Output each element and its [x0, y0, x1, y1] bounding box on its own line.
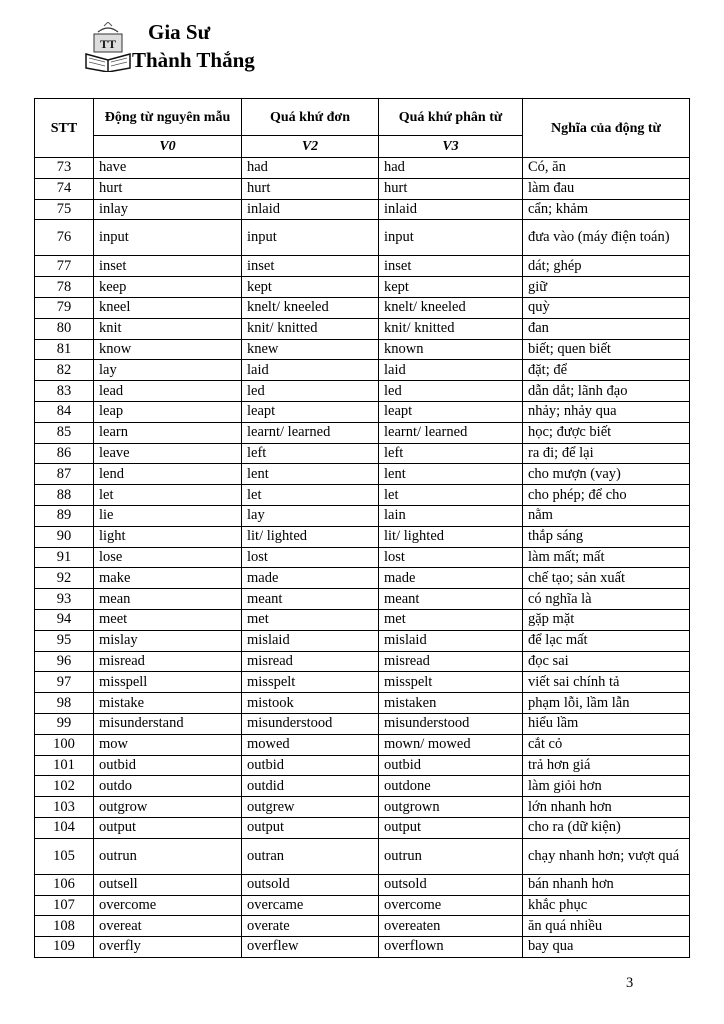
cell-v0: lay: [94, 360, 242, 381]
table-row: [35, 199, 690, 220]
table-row: [35, 672, 690, 693]
cell-v3: misread: [379, 651, 523, 672]
cell-v0: leave: [94, 443, 242, 464]
table-row: [35, 589, 690, 610]
cell-v3: overeaten: [379, 916, 523, 937]
table-row: [35, 916, 690, 937]
cell-meaning: chế tạo; sản xuất: [523, 568, 690, 589]
cell-stt: 106: [35, 874, 94, 895]
cell-v2: outbid: [242, 755, 379, 776]
cell-stt: 108: [35, 916, 94, 937]
table-row: [35, 630, 690, 651]
cell-stt: 97: [35, 672, 94, 693]
cell-v0: lend: [94, 464, 242, 485]
cell-stt: 88: [35, 485, 94, 506]
cell-v2: outgrew: [242, 797, 379, 818]
cell-meaning: bay qua: [523, 937, 690, 958]
cell-v3: mown/ mowed: [379, 734, 523, 755]
cell-v2: met: [242, 609, 379, 630]
cell-stt: 101: [35, 755, 94, 776]
cell-v3: inset: [379, 256, 523, 277]
cell-v3: hurt: [379, 178, 523, 199]
cell-meaning: quỳ: [523, 297, 690, 318]
cell-meaning: có nghĩa là: [523, 589, 690, 610]
table-body: [35, 158, 690, 958]
cell-stt: 86: [35, 443, 94, 464]
cell-v3: input: [379, 220, 523, 256]
table-row: [35, 381, 690, 402]
cell-v2: outran: [242, 838, 379, 874]
cell-stt: 104: [35, 817, 94, 838]
cell-stt: 105: [35, 838, 94, 874]
cell-v3: output: [379, 817, 523, 838]
page-number: 3: [626, 975, 634, 991]
cell-stt: 93: [35, 589, 94, 610]
cell-meaning: dẫn dắt; lãnh đạo: [523, 381, 690, 402]
cell-v0: meet: [94, 609, 242, 630]
cell-v0: misunderstand: [94, 713, 242, 734]
cell-v2: overcame: [242, 895, 379, 916]
table-row: [35, 256, 690, 277]
cell-stt: 95: [35, 630, 94, 651]
table-row: [35, 422, 690, 443]
cell-v3: left: [379, 443, 523, 464]
cell-v3: misunderstood: [379, 713, 523, 734]
cell-v0: outgrow: [94, 797, 242, 818]
cell-v2: leapt: [242, 401, 379, 422]
cell-v0: kneel: [94, 297, 242, 318]
cell-v2: laid: [242, 360, 379, 381]
cell-meaning: hiểu lầm: [523, 713, 690, 734]
cell-stt: 102: [35, 776, 94, 797]
table-row: [35, 318, 690, 339]
cell-v2: lay: [242, 505, 379, 526]
cell-meaning: phạm lỗi, lầm lẫn: [523, 693, 690, 714]
cell-meaning: học; được biết: [523, 422, 690, 443]
table-row: [35, 797, 690, 818]
table-row: [35, 178, 690, 199]
cell-v2: meant: [242, 589, 379, 610]
cell-stt: 87: [35, 464, 94, 485]
cell-v2: outsold: [242, 874, 379, 895]
cell-meaning: cho ra (dữ kiện): [523, 817, 690, 838]
cell-stt: 74: [35, 178, 94, 199]
cell-stt: 76: [35, 220, 94, 256]
cell-stt: 109: [35, 937, 94, 958]
cell-stt: 103: [35, 797, 94, 818]
table-row: [35, 838, 690, 874]
table-row: [35, 713, 690, 734]
cell-v2: lit/ lighted: [242, 526, 379, 547]
cell-v0: make: [94, 568, 242, 589]
cell-v2: misspelt: [242, 672, 379, 693]
header-stt: STT: [35, 99, 94, 158]
cell-v3: overcome: [379, 895, 523, 916]
cell-stt: 99: [35, 713, 94, 734]
table-row: [35, 895, 690, 916]
cell-v0: inlay: [94, 199, 242, 220]
cell-v3: knit/ knitted: [379, 318, 523, 339]
cell-stt: 73: [35, 158, 94, 179]
cell-meaning: giữ: [523, 277, 690, 298]
cell-v3: meant: [379, 589, 523, 610]
cell-v0: overeat: [94, 916, 242, 937]
cell-v3: met: [379, 609, 523, 630]
irregular-verbs-table: [34, 98, 690, 958]
table-row: [35, 776, 690, 797]
cell-v0: output: [94, 817, 242, 838]
cell-v0: mislay: [94, 630, 242, 651]
cell-v3: learnt/ learned: [379, 422, 523, 443]
table-row: [35, 734, 690, 755]
cell-v3: inlaid: [379, 199, 523, 220]
cell-v0: misread: [94, 651, 242, 672]
cell-v2: lent: [242, 464, 379, 485]
cell-v0: outdo: [94, 776, 242, 797]
book-logo-icon: [84, 22, 132, 72]
cell-meaning: đặt; để: [523, 360, 690, 381]
table-row: [35, 755, 690, 776]
brand-header: [84, 18, 304, 78]
cell-meaning: biết; quen biết: [523, 339, 690, 360]
cell-v3: mislaid: [379, 630, 523, 651]
header-v0: Động từ nguyên mẫu: [94, 99, 242, 136]
table-row: [35, 297, 690, 318]
cell-v0: light: [94, 526, 242, 547]
cell-v2: made: [242, 568, 379, 589]
cell-v0: knit: [94, 318, 242, 339]
cell-v0: mow: [94, 734, 242, 755]
cell-meaning: đưa vào (máy điện toán): [523, 220, 690, 256]
table-row: [35, 651, 690, 672]
cell-meaning: nằm: [523, 505, 690, 526]
cell-v3: misspelt: [379, 672, 523, 693]
table-row: [35, 158, 690, 179]
cell-v0: mean: [94, 589, 242, 610]
cell-v2: overate: [242, 916, 379, 937]
cell-v2: output: [242, 817, 379, 838]
cell-v0: overcome: [94, 895, 242, 916]
brand-name-line1: Gia Sư: [148, 20, 211, 44]
cell-v2: misunderstood: [242, 713, 379, 734]
cell-stt: 100: [35, 734, 94, 755]
cell-stt: 91: [35, 547, 94, 568]
cell-meaning: ăn quá nhiều: [523, 916, 690, 937]
cell-v0: lie: [94, 505, 242, 526]
cell-v2: inset: [242, 256, 379, 277]
header-v3-sub: V3: [379, 136, 523, 158]
cell-meaning: Có, ăn: [523, 158, 690, 179]
cell-v2: mislaid: [242, 630, 379, 651]
cell-v2: lost: [242, 547, 379, 568]
cell-meaning: cho phép; để cho: [523, 485, 690, 506]
header-meaning: Nghĩa của động từ: [523, 99, 690, 158]
cell-meaning: trả hơn giá: [523, 755, 690, 776]
cell-meaning: ra đi; để lại: [523, 443, 690, 464]
cell-v3: outbid: [379, 755, 523, 776]
cell-v3: led: [379, 381, 523, 402]
cell-v0: outsell: [94, 874, 242, 895]
table-row: [35, 526, 690, 547]
cell-stt: 82: [35, 360, 94, 381]
cell-v3: made: [379, 568, 523, 589]
header-v2: Quá khứ đơn: [242, 99, 379, 136]
cell-v0: mistake: [94, 693, 242, 714]
cell-v0: outbid: [94, 755, 242, 776]
cell-v0: let: [94, 485, 242, 506]
cell-v2: had: [242, 158, 379, 179]
table-row: [35, 485, 690, 506]
cell-stt: 79: [35, 297, 94, 318]
cell-meaning: cẩn; khảm: [523, 199, 690, 220]
cell-meaning: làm giỏi hơn: [523, 776, 690, 797]
cell-v0: know: [94, 339, 242, 360]
cell-meaning: làm đau: [523, 178, 690, 199]
cell-v0: lose: [94, 547, 242, 568]
table-row: [35, 220, 690, 256]
cell-v2: knelt/ kneeled: [242, 297, 379, 318]
cell-v3: knelt/ kneeled: [379, 297, 523, 318]
cell-meaning: làm mất; mất: [523, 547, 690, 568]
cell-meaning: để lạc mất: [523, 630, 690, 651]
cell-v3: mistaken: [379, 693, 523, 714]
brand-name-line2: Thành Thắng: [132, 48, 255, 72]
cell-v3: outrun: [379, 838, 523, 874]
cell-stt: 96: [35, 651, 94, 672]
cell-stt: 98: [35, 693, 94, 714]
cell-v0: lead: [94, 381, 242, 402]
cell-v2: outdid: [242, 776, 379, 797]
cell-meaning: đan: [523, 318, 690, 339]
cell-v2: inlaid: [242, 199, 379, 220]
cell-v3: lit/ lighted: [379, 526, 523, 547]
cell-stt: 75: [35, 199, 94, 220]
cell-v2: mowed: [242, 734, 379, 755]
table-row: [35, 817, 690, 838]
cell-stt: 85: [35, 422, 94, 443]
cell-stt: 77: [35, 256, 94, 277]
cell-v2: overflew: [242, 937, 379, 958]
cell-v3: laid: [379, 360, 523, 381]
cell-stt: 83: [35, 381, 94, 402]
table-row: [35, 443, 690, 464]
cell-v3: lost: [379, 547, 523, 568]
cell-v0: learn: [94, 422, 242, 443]
cell-v3: outgrown: [379, 797, 523, 818]
table-row: [35, 609, 690, 630]
cell-v3: lent: [379, 464, 523, 485]
table-row: [35, 874, 690, 895]
cell-v2: kept: [242, 277, 379, 298]
cell-v3: had: [379, 158, 523, 179]
cell-v2: knew: [242, 339, 379, 360]
cell-v2: mistook: [242, 693, 379, 714]
cell-v0: have: [94, 158, 242, 179]
cell-stt: 90: [35, 526, 94, 547]
cell-v0: misspell: [94, 672, 242, 693]
table-row: [35, 547, 690, 568]
cell-stt: 107: [35, 895, 94, 916]
table-row: [35, 277, 690, 298]
cell-v0: outrun: [94, 838, 242, 874]
table-row: [35, 568, 690, 589]
cell-meaning: nhảy; nhảy qua: [523, 401, 690, 422]
cell-meaning: lớn nhanh hơn: [523, 797, 690, 818]
cell-v3: leapt: [379, 401, 523, 422]
header-v2-sub: V2: [242, 136, 379, 158]
cell-v2: knit/ knitted: [242, 318, 379, 339]
cell-stt: 78: [35, 277, 94, 298]
cell-meaning: khắc phục: [523, 895, 690, 916]
cell-v2: left: [242, 443, 379, 464]
cell-v0: hurt: [94, 178, 242, 199]
cell-v3: outsold: [379, 874, 523, 895]
cell-meaning: dát; ghép: [523, 256, 690, 277]
cell-v0: overfly: [94, 937, 242, 958]
cell-v3: outdone: [379, 776, 523, 797]
table-row: [35, 360, 690, 381]
cell-v2: hurt: [242, 178, 379, 199]
cell-meaning: thắp sáng: [523, 526, 690, 547]
cell-stt: 84: [35, 401, 94, 422]
cell-v0: leap: [94, 401, 242, 422]
table-row: [35, 401, 690, 422]
cell-meaning: đọc sai: [523, 651, 690, 672]
cell-stt: 80: [35, 318, 94, 339]
svg-text:TT: TT: [99, 37, 117, 51]
cell-v2: led: [242, 381, 379, 402]
header-v0-sub: V0: [94, 136, 242, 158]
table-row: [35, 937, 690, 958]
table-row: [35, 693, 690, 714]
cell-meaning: cắt cỏ: [523, 734, 690, 755]
cell-v3: overflown: [379, 937, 523, 958]
cell-v0: input: [94, 220, 242, 256]
cell-stt: 81: [35, 339, 94, 360]
cell-v2: learnt/ learned: [242, 422, 379, 443]
table-row: [35, 464, 690, 485]
cell-meaning: bán nhanh hơn: [523, 874, 690, 895]
cell-meaning: cho mượn (vay): [523, 464, 690, 485]
cell-v3: let: [379, 485, 523, 506]
table-row: [35, 505, 690, 526]
cell-v2: misread: [242, 651, 379, 672]
cell-v2: input: [242, 220, 379, 256]
cell-v0: inset: [94, 256, 242, 277]
cell-meaning: viết sai chính tả: [523, 672, 690, 693]
cell-v0: keep: [94, 277, 242, 298]
cell-v3: kept: [379, 277, 523, 298]
cell-v3: lain: [379, 505, 523, 526]
cell-v3: known: [379, 339, 523, 360]
cell-meaning: chạy nhanh hơn; vượt quá: [523, 838, 690, 874]
cell-stt: 89: [35, 505, 94, 526]
table-row: [35, 339, 690, 360]
cell-stt: 94: [35, 609, 94, 630]
header-v3: Quá khứ phân từ: [379, 99, 523, 136]
cell-meaning: gặp mặt: [523, 609, 690, 630]
cell-stt: 92: [35, 568, 94, 589]
cell-v2: let: [242, 485, 379, 506]
